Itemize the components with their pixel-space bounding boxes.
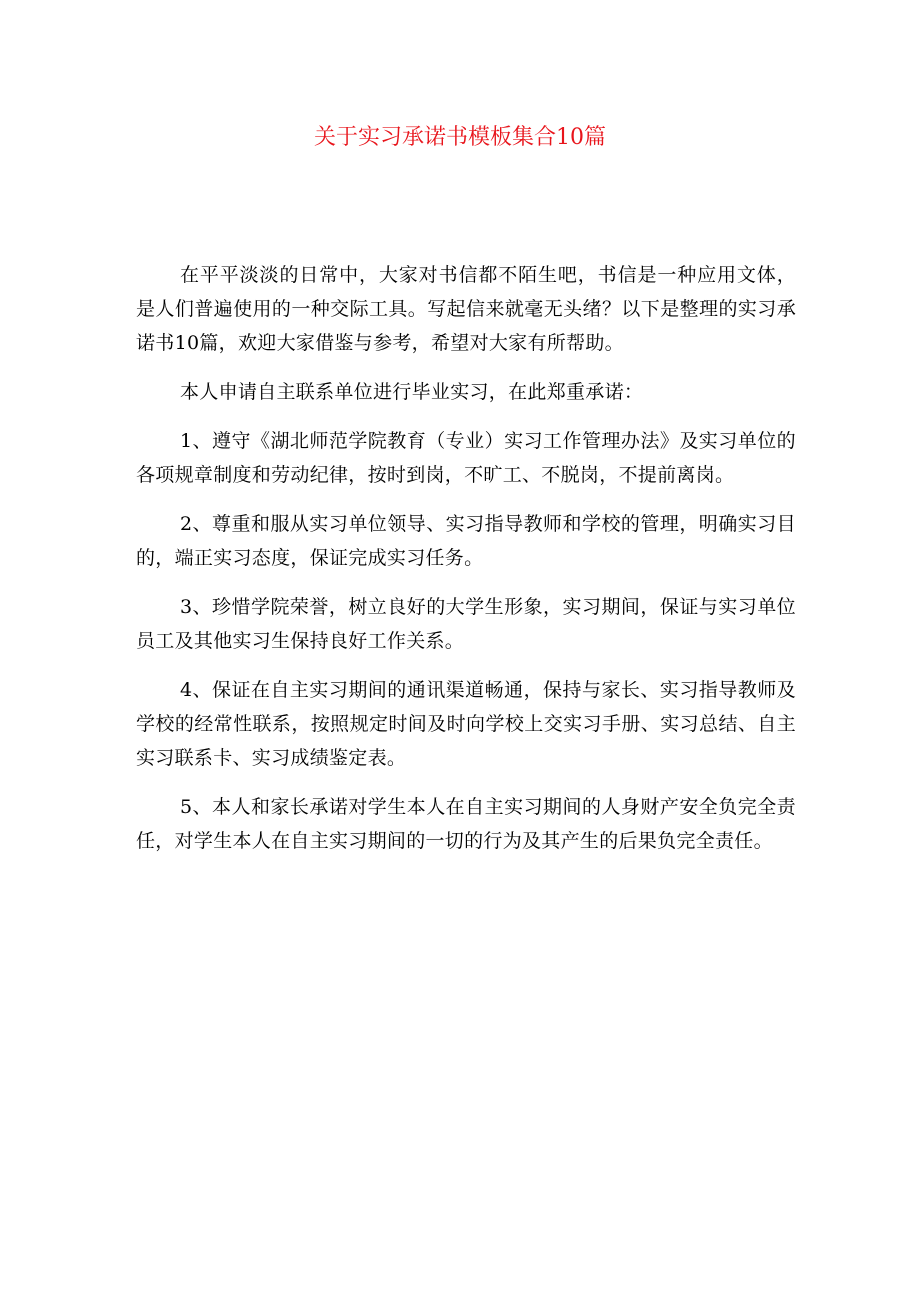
commitment-item-5: 5、本人和家长承诺对学生本人在自主实习期间的人身财产安全负完全责任，对学生本人在自主实习期间的一切的行为及其产生的后果负完全责任。 [136,796,796,852]
commitment-item-2: 2、尊重和服从实习单位领导、实习指导教师和学校的管理，明确实习目的，端正实习态度，保证完成实习任务。 [136,513,796,569]
commitment-item-3: 3、珍惜学院荣誉，树立良好的大学生形象，实习期间，保证与实习单位员工及其他实习生保持良好工作关系。 [136,596,796,652]
commitment-item-1: 1、遵守《湖北师范学院教育（专业）实习工作管理办法》及实习单位的各项规章制度和劳动纪律，按时到岗，不旷工、不脱岗，不提前离岗。 [136,430,796,486]
commitment-statement: 本人申请自主联系单位进行毕业实习，在此郑重承诺： [180,381,644,403]
document-body [136,258,796,873]
commitment-item-4: 4、保证在自主实习期间的通讯渠道畅通，保持与家长、实习指导教师及学校的经常性联系，按照规定时间及时向学校上交实习手册、实习总结、自主实习联系卡、实习成绩鉴定表。 [136,679,796,769]
document-title: 关于实习承诺书模板集合10篇 [314,125,606,150]
intro-paragraph: 在平平淡淡的日常中，大家对书信都不陌生吧，书信是一种应用文体，是人们普遍使用的一种交际工具。写起信来就毫无头绪？以下是整理的实习承诺书10篇，欢迎大家借鉴与参考，希望对大家有所帮助。 [136,264,796,354]
